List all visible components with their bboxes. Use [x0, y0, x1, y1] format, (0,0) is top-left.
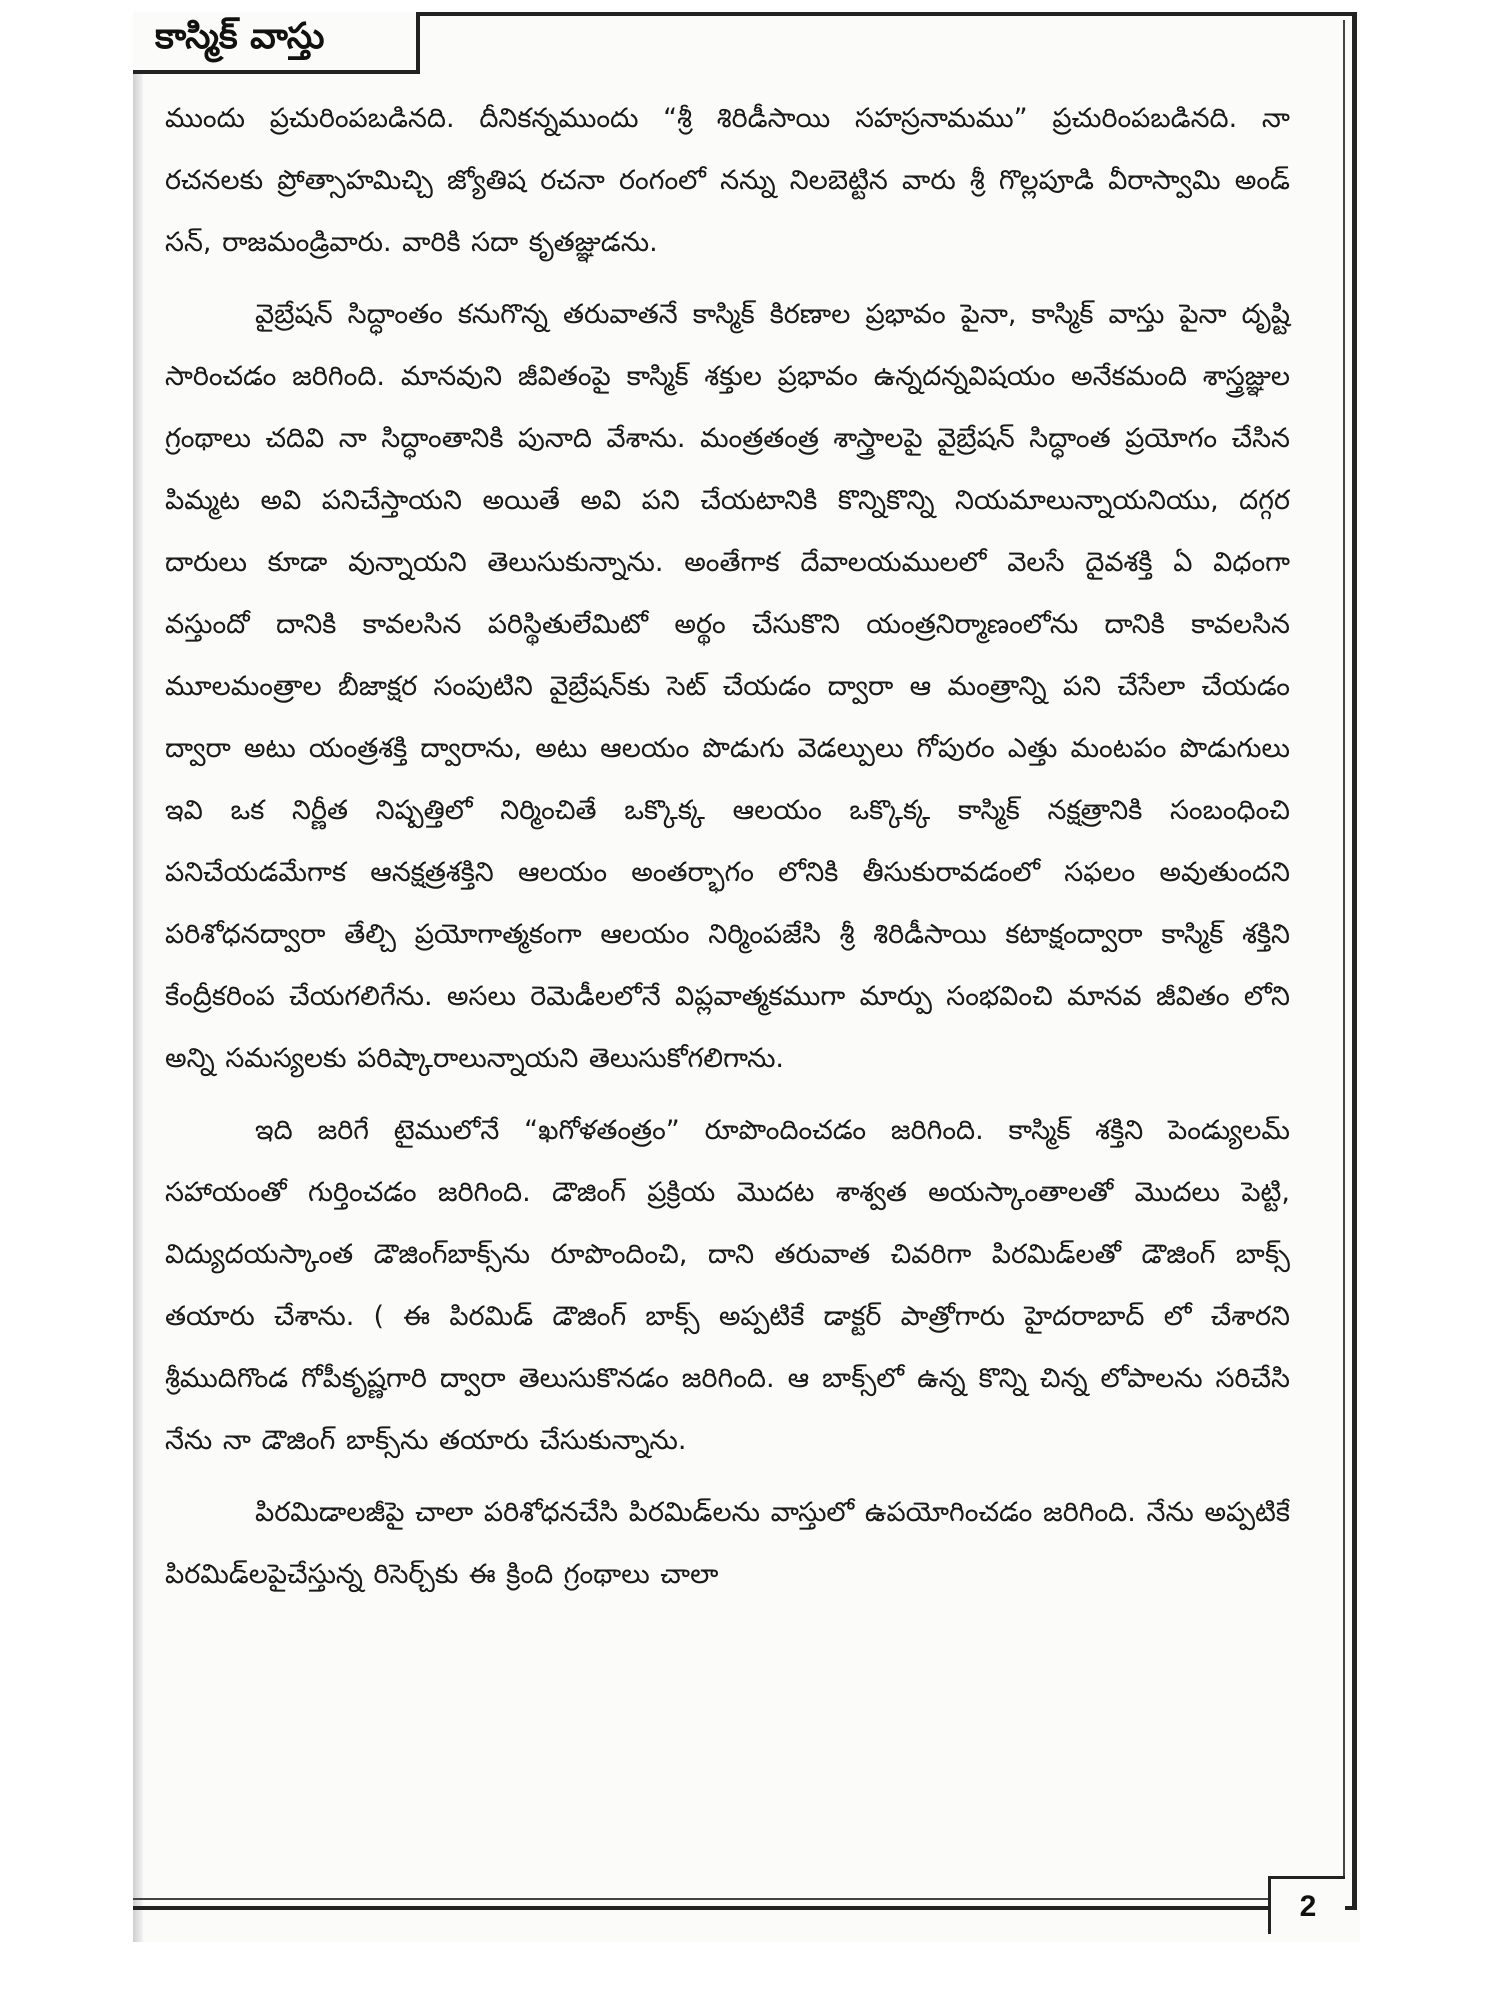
frame-right-inner-border: [1343, 20, 1345, 1903]
paragraph-1: ముందు ప్రచురింపబడినది. దీనికన్నముందు “శ్రీ శిరిడీసాయి సహస్రనామము” ప్రచురింపబడినది. నా రచనలకు ప్రోత్సాహమిచ్చి జ్యోతిష రచనా రంగంలో నన్ను నిలబెట్టిన వారు శ్రీ గొల్లపూడి వీరాస్వామి అండ్ సన్, రాజమండ్రివారు. వారికి సదా కృతజ్ఞుడను.: [165, 103, 1290, 258]
frame-right-border: [1352, 12, 1357, 1910]
body-text: [165, 88, 1290, 1606]
frame-bottom-border: [133, 1906, 1357, 1910]
paragraph-2: వైబ్రేషన్ సిద్ధాంతం కనుగొన్న తరువాతనే కాస్మిక్ కిరణాల ప్రభావం పైనా, కాస్మిక్ వాస్తు పైనా దృష్టి సారించడం జరిగింది. మానవుని జీవితంపై కాస్మిక్ శక్తుల ప్రభావం ఉన్నదన్నవిషయం అనేకమంది శాస్త్రజ్ఞుల గ్రంథాలు చదివి నా సిద్ధాంతానికి పునాది వేశాను. మంత్రతంత్ర శాస్త్రాలపై వైబ్రేషన్ సిద్ధాంత ప్రయోగం చేసిన పిమ్మట అవి పనిచేస్తాయని అయితే అవి పని చేయటానికి కొన్నికొన్ని నియమాలున్నాయనియు, దగ్గర దారులు కూడా వున్నాయని తెలుసుకున్నాను. అంతేగాక దేవాలయములలో వెలసే దైవశక్తి ఏ విధంగా వస్తుందో దానికి కావలసిన పరిస్థితులేమిటో అర్థం చేసుకొని యంత్రనిర్మాణంలోను దానికి కావలసిన మూలమంత్రాల బీజాక్షర సంపుటిని వైబ్రేషన్‌కు సెట్ చేయడం ద్వారా ఆ మంత్రాన్ని పని చేసేలా చేయడం ద్వారా అటు యంత్రశక్తి ద్వారాను, అటు ఆలయం పొడుగు వెడల్పులు గోపురం ఎత్తు మంటపం పొడుగులు ఇవి ఒక నిర్ణీత నిష్పత్తిలో నిర్మించితే ఒక్కొక్క ఆలయం ఒక్కొక్క కాస్మిక్ నక్షత్రానికి సంబంధించి పనిచేయడమేగాక ఆనక్షత్రశక్తిని ఆలయం అంతర్భాగం లోనికి తీసుకురావడంలో సఫలం అవుతుందని పరిశోధనద్వారా తేల్చి ప్రయోగాత్మకంగా ఆలయం నిర్మింపజేసి శ్రీ శిరిడీసాయి కటాక్షంద్వారా కాస్మిక్ శక్తిని కేంద్రీకరింప చేయగలిగేను. అసలు రెమెడీలలోనే విప్లవాత్మకముగా మార్పు సంభవించి మానవ జీవితం లోని అన్ని సమస్యలకు పరిష్కారాలున్నాయని తెలుసుకోగలిగాను.: [165, 299, 1290, 1074]
header-title-box: [133, 12, 420, 74]
frame-top-border: [420, 12, 1357, 16]
page-number: 2: [1299, 1889, 1317, 1923]
paragraph-3: ఇది జరిగే టైములోనే “ఖగోళతంత్రం” రూపొందించడం జరిగింది. కాస్మిక్ శక్తిని పెండ్యులమ్ సహాయంతో గుర్తించడం జరిగింది. డౌజింగ్ ప్రక్రియ మొదట శాశ్వత అయస్కాంతాలతో మొదలు పెట్టి, విద్యుదయస్కాంత డౌజింగ్‌బాక్స్‌ను రూపొందించి, దాని తరువాత చివరిగా పిరమిడ్‌లతో డౌజింగ్ బాక్స్ తయారు చేశాను. ( ఈ పిరమిడ్ డౌజింగ్ బాక్స్ అప్పటికే డాక్టర్ పాత్రోగారు హైదరాబాద్ లో చేశారని శ్రీముదిగొండ గోపీకృష్ణగారి ద్వారా తెలుసుకొనడం జరిగింది. ఆ బాక్స్‌లో ఉన్న కొన్ని చిన్న లోపాలను సరిచేసి నేను నా డౌజింగ్ బాక్స్‌ను తయారు చేసుకున్నాను.: [165, 1115, 1290, 1456]
page-left-edge-shadow: [133, 12, 143, 1942]
page-number-box: [1268, 1876, 1345, 1934]
paragraph-4: పిరమిడాలజీపై చాలా పరిశోధనచేసి పిరమిడ్‌లను వాస్తులో ఉపయోగించడం జరిగింది. నేను అప్పటికే పిరమిడ్‌లపైచేస్తున్న రిసెర్చ్‌కు ఈ క్రింది గ్రంథాలు చాలా: [165, 1497, 1290, 1590]
header-title: కాస్మిక్ వాస్తు: [155, 16, 325, 57]
frame-bottom-inner-border: [133, 1898, 1345, 1900]
